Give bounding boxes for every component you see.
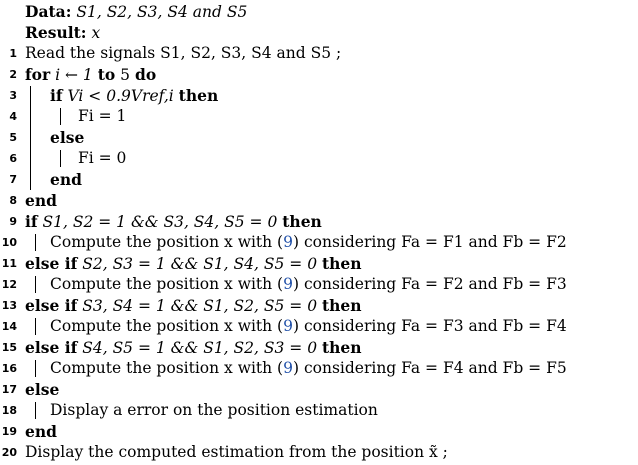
line-text: Display the computed estimation from the position x̃ ; [25,443,448,461]
algorithm-line [0,442,638,463]
keyword-for: for [25,65,51,84]
algorithm-result-line [0,22,638,43]
line-text: Display a error on the position estimation [50,401,378,419]
line-number: 14 [1,320,17,333]
equation-ref-link[interactable]: 9 [283,359,293,377]
line-number: 12 [1,278,17,291]
algorithm-line [0,316,638,337]
algorithm-line [0,190,638,211]
condition: S3, S4 = 1 && S1, S2, S5 = 0 [82,297,318,315]
line-text-tail: ) considering Fa = F1 and Fb = F2 [292,233,567,251]
line-number: 13 [1,299,17,312]
result-text: x [91,24,101,42]
keyword-end: end [25,191,57,210]
algorithm-line [0,253,638,274]
line-number: 6 [9,152,17,165]
algorithm-line [0,295,638,316]
keyword-do: do [134,65,157,84]
data-text: S1, S2, S3, S4 and S5 [76,3,248,21]
else-block-bar [35,402,36,419]
line-number: 18 [1,404,17,417]
algorithm-line [0,148,638,169]
algorithm-line [0,400,638,421]
line-number: 16 [1,362,17,375]
line-number: 9 [9,215,17,228]
keyword-if: if [25,212,38,231]
algorithm-line [0,274,638,295]
keyword-then: then [282,212,322,231]
else-block-bar [60,150,61,167]
algorithm-line [0,43,638,64]
keyword-then: then [178,86,219,105]
loop-end-value: 5 [120,66,131,84]
algorithm-line [0,358,638,379]
algorithm-line [0,64,638,85]
loop-variable: i ← 1 [55,66,93,84]
condition: S4, S5 = 1 && S1, S2, S3 = 0 [82,339,318,357]
result-label: Result: [25,23,87,42]
data-label: Data: [25,2,72,21]
keyword-then: then [322,296,362,315]
algorithm-line [0,211,638,232]
keyword-if: if [50,86,63,105]
equation-ref-link[interactable]: 9 [283,233,293,251]
algorithm-line [0,169,638,190]
line-number: 11 [1,257,17,270]
line-text: Read the signals S1, S2, S3, S4 and S5 ; [25,44,342,62]
keyword-else: else [25,380,60,399]
condition: Vi < 0.9Vref,i [67,87,174,105]
line-text: Fi = 0 [78,149,127,167]
line-number: 3 [9,89,17,102]
line-number: 2 [9,68,17,81]
else-if-block-bar [35,360,36,377]
keyword-else-if: else if [25,254,78,273]
equation-ref-link[interactable]: 9 [283,317,293,335]
line-text-tail: ) considering Fa = F3 and Fb = F4 [292,317,567,335]
line-number: 4 [9,110,17,123]
algorithm-line [0,379,638,400]
keyword-else-if: else if [25,338,78,357]
if-block-bar [60,108,61,125]
line-text: Compute the position x with ( [50,317,284,335]
line-number: 7 [9,173,17,186]
algorithm-line [0,85,638,106]
keyword-end: end [25,422,57,441]
algorithm-data-line [0,1,638,22]
algorithm-line [0,106,638,127]
line-text: Compute the position x with ( [50,275,284,293]
condition: S1, S2 = 1 && S3, S4, S5 = 0 [42,213,278,231]
keyword-else-if: else if [25,296,78,315]
algorithm-line [0,421,638,442]
algorithm-line [0,232,638,253]
line-number: 15 [1,341,17,354]
keyword-end: end [50,170,82,189]
line-text-tail: ) considering Fa = F4 and Fb = F5 [292,359,567,377]
algorithm-line [0,127,638,148]
line-number: 1 [9,47,17,60]
else-if-block-bar [35,276,36,293]
line-text: Compute the position x with ( [50,359,284,377]
line-text: Fi = 1 [78,107,127,125]
keyword-then: then [322,338,362,357]
line-number: 20 [1,446,17,459]
equation-ref-link[interactable]: 9 [283,275,293,293]
line-text: Compute the position x with ( [50,233,284,251]
keyword-else: else [50,128,85,147]
line-number: 5 [9,131,17,144]
line-number: 10 [1,236,17,249]
else-if-block-bar [35,318,36,335]
algorithm-line [0,337,638,358]
keyword-then: then [322,254,362,273]
line-text-tail: ) considering Fa = F2 and Fb = F3 [292,275,567,293]
line-number: 8 [9,194,17,207]
keyword-to: to [97,65,116,84]
for-block-bar [30,86,31,190]
line-number: 17 [1,383,17,396]
line-number: 19 [1,425,17,438]
if-block-bar [35,234,36,251]
condition: S2, S3 = 1 && S1, S4, S5 = 0 [82,255,318,273]
